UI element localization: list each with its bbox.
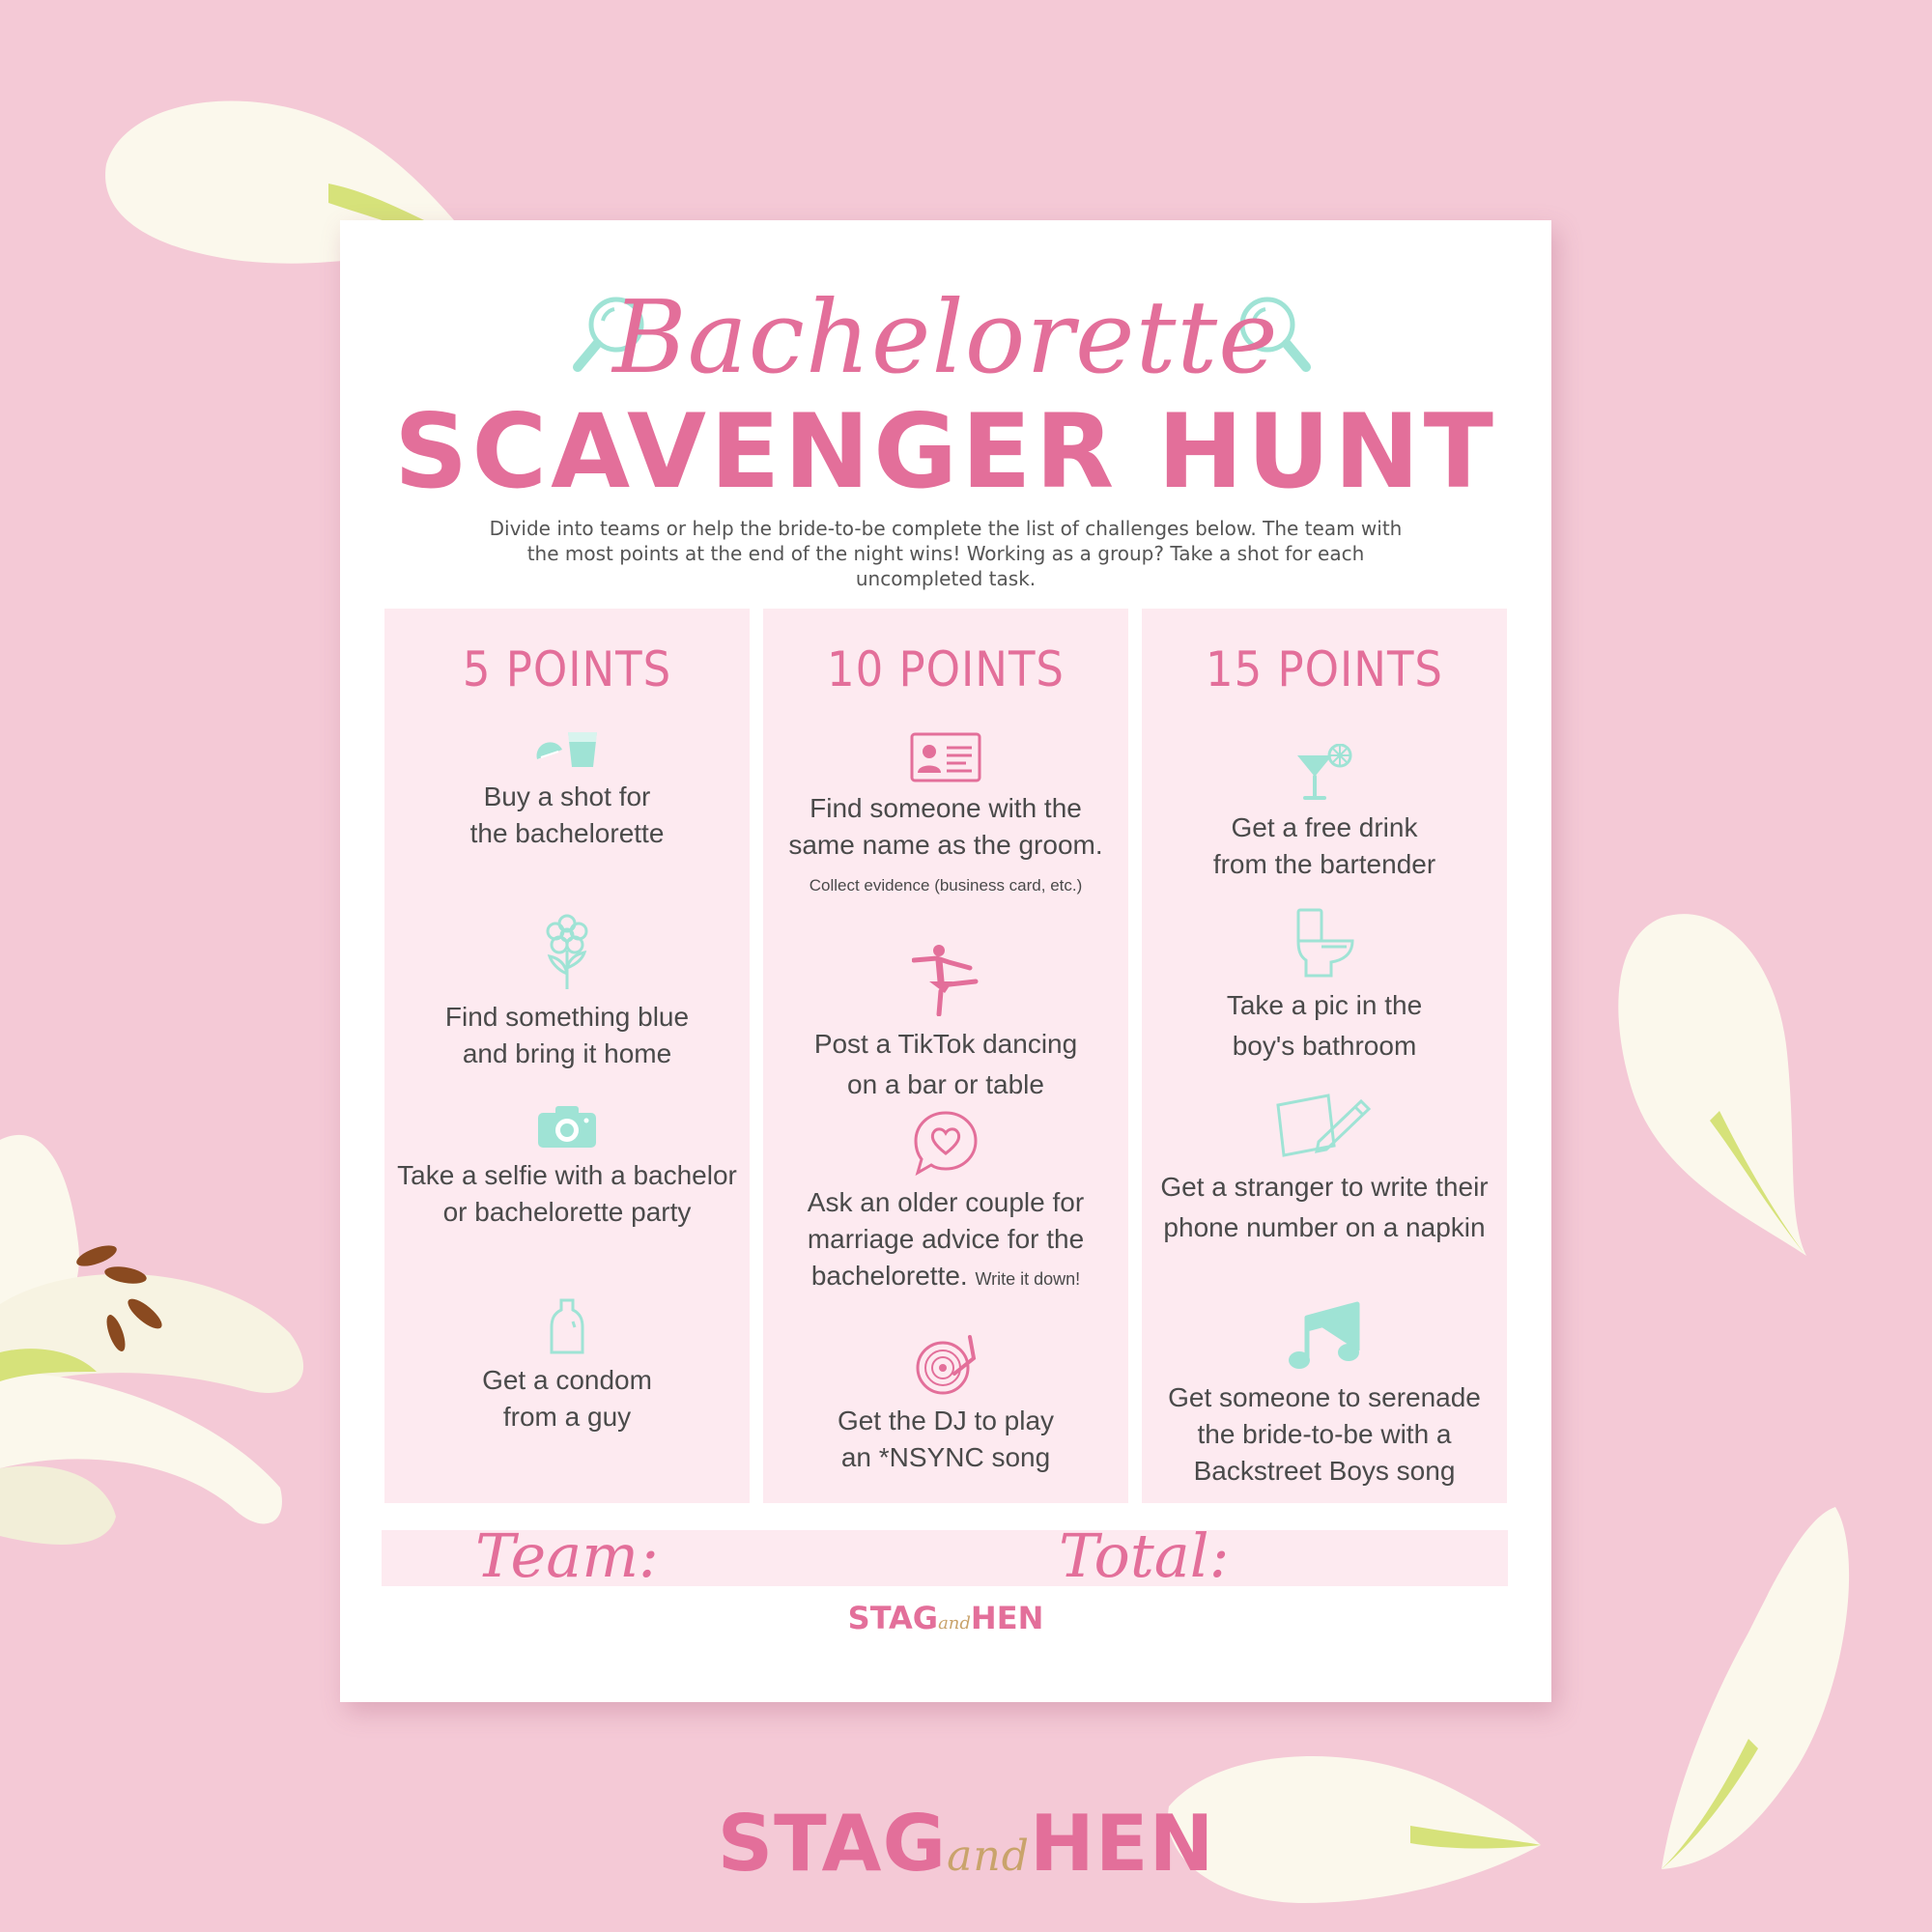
challenge-text: Get the DJ to play bbox=[837, 1406, 1055, 1435]
record-player-icon bbox=[912, 1335, 980, 1395]
challenge-text: Get a free drink bbox=[1231, 812, 1418, 842]
brand-right: HEN bbox=[1029, 1799, 1215, 1889]
brand-middle: and bbox=[947, 1832, 1030, 1881]
challenge-text: Get a condom bbox=[482, 1365, 652, 1395]
column-5-points bbox=[384, 609, 750, 1503]
id-card-icon bbox=[910, 732, 981, 782]
lily-flower-left bbox=[0, 1082, 328, 1565]
challenge-text: the bride-to-be with a bbox=[1197, 1419, 1452, 1449]
challenge-text: Find something blue bbox=[444, 1002, 690, 1032]
heart-chat-icon bbox=[912, 1109, 980, 1177]
challenge-item bbox=[1142, 1300, 1507, 1490]
challenge-item bbox=[384, 1298, 750, 1435]
challenge-text: same name as the groom. bbox=[788, 830, 1103, 860]
challenge-item bbox=[1142, 1092, 1507, 1248]
challenge-text: Find someone with the bbox=[810, 793, 1082, 823]
scavenger-hunt-sheet bbox=[340, 220, 1551, 1702]
brand-middle: and bbox=[938, 1613, 971, 1634]
challenge-item bbox=[763, 943, 1128, 1105]
challenge-text: boy's bathroom bbox=[1232, 1031, 1417, 1061]
challenge-text: on a bar or table bbox=[847, 1069, 1044, 1099]
challenge-text: Take a selfie with a bachelor bbox=[397, 1160, 737, 1190]
column-10-points bbox=[763, 609, 1128, 1503]
challenge-item bbox=[384, 728, 750, 852]
challenge-note: Collect evidence (business card, etc.) bbox=[809, 876, 1083, 895]
challenge-text: Buy a shot for bbox=[483, 781, 651, 811]
cocktail-icon bbox=[1293, 744, 1355, 802]
challenge-text: or bachelorette party bbox=[442, 1197, 692, 1227]
shot-glass-icon bbox=[533, 728, 601, 771]
brand-left: STAG bbox=[717, 1799, 948, 1889]
challenge-item bbox=[384, 1103, 750, 1231]
challenge-text: an *NSYNC song bbox=[840, 1442, 1051, 1472]
column-heading: 15 POINTS bbox=[1206, 641, 1443, 697]
brand-left: STAG bbox=[847, 1600, 939, 1636]
challenge-item bbox=[763, 732, 1128, 900]
title-script: Bachelorette bbox=[612, 278, 1279, 396]
napkin-pen-icon bbox=[1274, 1092, 1375, 1159]
brand-right: HEN bbox=[970, 1600, 1044, 1636]
challenge-note: Write it down! bbox=[975, 1269, 1081, 1289]
challenge-text: from a guy bbox=[502, 1402, 632, 1432]
flower-icon bbox=[540, 914, 594, 991]
challenge-text: Get a stranger to write their bbox=[1160, 1172, 1489, 1202]
challenge-text: the bachelorette bbox=[469, 818, 665, 848]
column-heading: 10 POINTS bbox=[827, 641, 1065, 697]
challenge-text: from the bartender bbox=[1212, 849, 1436, 879]
lily-petal-right bbox=[1604, 898, 1826, 1265]
dancer-icon bbox=[912, 943, 980, 1016]
challenge-text: Take a pic in the bbox=[1226, 990, 1423, 1020]
total-label: Total: bbox=[1059, 1520, 1230, 1591]
page-title: SCAVENGER HUNT bbox=[394, 392, 1497, 511]
challenge-text: marriage advice for the bbox=[807, 1224, 1085, 1254]
challenge-text: Get someone to serenade bbox=[1168, 1382, 1481, 1412]
challenge-text: and bring it home bbox=[462, 1038, 672, 1068]
challenge-text: bachelorette. bbox=[810, 1261, 968, 1291]
column-15-points bbox=[1142, 609, 1507, 1503]
challenge-text: Backstreet Boys song bbox=[1193, 1456, 1456, 1486]
camera-icon bbox=[536, 1103, 598, 1150]
music-note-icon bbox=[1288, 1300, 1361, 1372]
challenge-text: Ask an older couple for bbox=[807, 1187, 1085, 1217]
challenge-item bbox=[1142, 744, 1507, 883]
intro-text: Divide into teams or help the bride-to-be complete the list of challenges below. The team with the most points at the end of the night wins! Working as a group? Take a shot for each uncompleted task. bbox=[489, 517, 1403, 590]
brand-logo-small bbox=[340, 1600, 1551, 1636]
brand-logo-large bbox=[0, 1799, 1932, 1889]
toilet-icon bbox=[1293, 908, 1356, 978]
challenge-text: Post a TikTok dancing bbox=[813, 1029, 1078, 1059]
challenge-item bbox=[763, 1109, 1128, 1297]
column-heading: 5 POINTS bbox=[462, 641, 672, 697]
challenge-item bbox=[1142, 908, 1507, 1066]
team-label: Team: bbox=[475, 1520, 659, 1591]
condom-icon bbox=[548, 1298, 586, 1354]
challenge-text: phone number on a napkin bbox=[1163, 1212, 1486, 1242]
challenge-item bbox=[384, 914, 750, 1072]
challenge-item bbox=[763, 1335, 1128, 1476]
